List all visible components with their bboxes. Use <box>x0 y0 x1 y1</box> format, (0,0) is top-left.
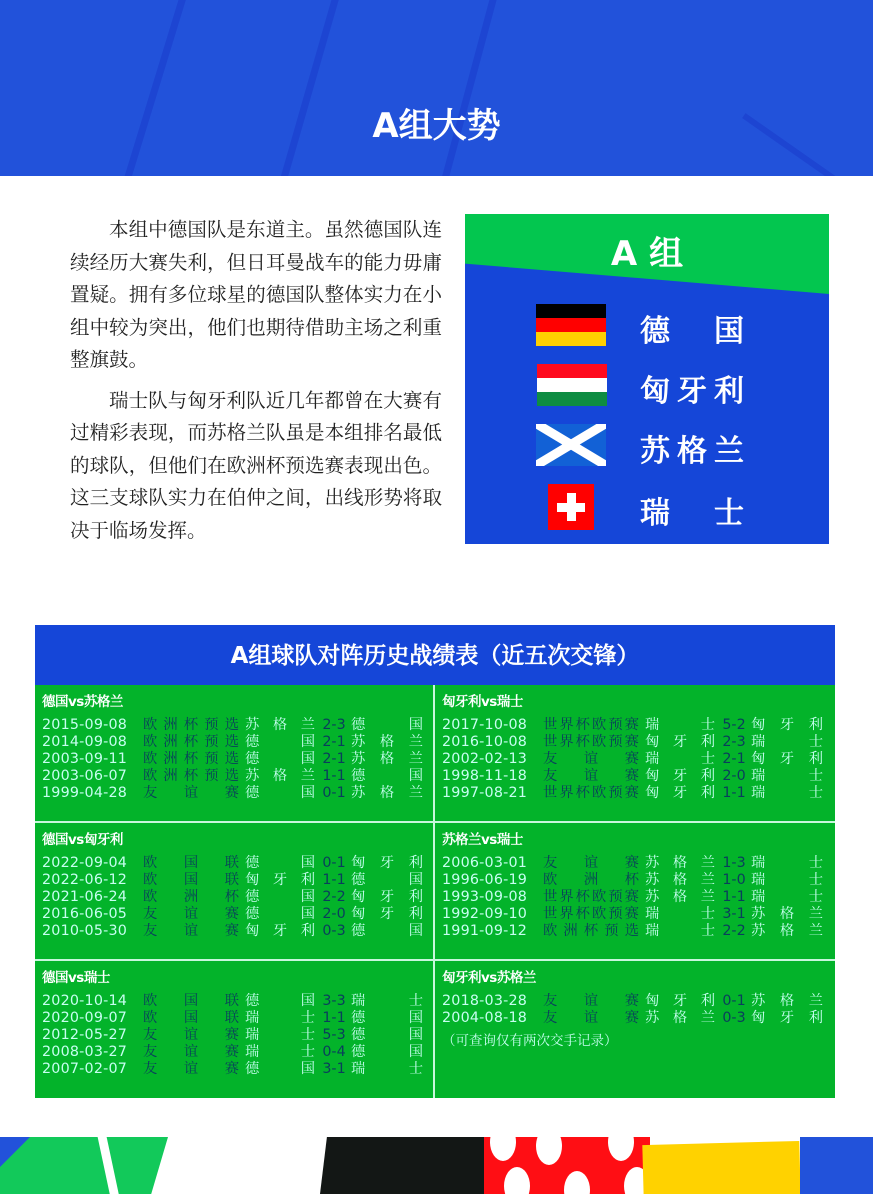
match-away-team: 瑞 士 <box>751 889 823 905</box>
match-score: 1-1 <box>322 768 346 784</box>
match-row <box>42 923 427 940</box>
match-date: 1992-09-10 <box>442 906 528 922</box>
matchup-title: 德国vs苏格兰 <box>42 694 123 710</box>
match-away-team: 德 国 <box>351 923 423 939</box>
scotland-flag-icon <box>536 424 606 466</box>
match-row <box>442 768 829 785</box>
decorative-stripe <box>107 0 190 176</box>
match-away-team: 瑞 士 <box>751 872 823 888</box>
match-competition: 世 界 杯 欧 预 赛 <box>543 906 639 922</box>
match-away-team: 瑞 士 <box>351 993 423 1009</box>
germany-flag-icon <box>536 304 606 346</box>
match-row <box>442 993 829 1010</box>
match-competition: 欧 洲 杯 预 选 <box>143 717 239 733</box>
history-table-title: A组球队对阵历史战绩表（近五次交锋） <box>35 625 835 685</box>
match-row <box>42 1061 427 1078</box>
match-competition: 友 谊 赛 <box>543 751 639 767</box>
matchup-section <box>435 961 835 1098</box>
match-home-team: 瑞 士 <box>645 717 715 733</box>
match-score: 1-1 <box>322 1010 346 1026</box>
match-home-team: 匈 牙 利 <box>645 993 715 1009</box>
match-home-team: 瑞 士 <box>245 1044 315 1060</box>
match-competition: 世 界 杯 欧 预 赛 <box>543 734 639 750</box>
match-away-team: 匈 牙 利 <box>751 717 823 733</box>
match-score: 1-1 <box>722 785 746 801</box>
matchup-section <box>35 961 433 1098</box>
match-score: 2-3 <box>722 734 746 750</box>
matchup-section <box>35 823 433 959</box>
match-home-team: 苏 格 兰 <box>645 872 715 888</box>
match-score: 3-3 <box>322 993 346 1009</box>
match-competition: 友 谊 赛 <box>143 1044 239 1060</box>
decorative-stripe <box>426 0 500 176</box>
match-away-team: 苏 格 兰 <box>751 923 823 939</box>
hungary-flag-icon <box>537 364 607 406</box>
match-date: 1999-04-28 <box>42 785 128 801</box>
match-home-team: 匈 牙 利 <box>245 872 315 888</box>
match-score: 0-3 <box>722 1010 746 1026</box>
match-away-team: 德 国 <box>351 1010 423 1026</box>
match-row <box>442 855 829 872</box>
match-date: 2010-05-30 <box>42 923 128 939</box>
match-date: 2006-03-01 <box>442 855 528 871</box>
match-date: 2002-02-13 <box>442 751 528 767</box>
match-home-team: 德 国 <box>245 906 315 922</box>
match-competition: 世 界 杯 欧 预 赛 <box>543 889 639 905</box>
match-away-team: 瑞 士 <box>751 734 823 750</box>
match-score: 0-1 <box>322 785 346 801</box>
match-away-team: 瑞 士 <box>751 785 823 801</box>
match-home-team: 匈 牙 利 <box>645 734 715 750</box>
history-table <box>35 625 835 1098</box>
match-row <box>42 1044 427 1061</box>
match-away-team: 德 国 <box>351 768 423 784</box>
match-home-team: 德 国 <box>245 993 315 1009</box>
match-away-team: 苏 格 兰 <box>351 734 423 750</box>
match-date: 2014-09-08 <box>42 734 128 750</box>
match-competition: 友 谊 赛 <box>543 768 639 784</box>
match-competition: 友 谊 赛 <box>543 993 639 1009</box>
history-grid <box>35 685 835 1098</box>
match-away-team: 苏 格 兰 <box>751 993 823 1009</box>
match-competition: 友 谊 赛 <box>143 1061 239 1077</box>
match-row <box>42 906 427 923</box>
match-home-team: 苏 格 兰 <box>645 855 715 871</box>
match-score: 2-2 <box>722 923 746 939</box>
team-name: 瑞 士 <box>640 496 744 531</box>
match-date: 1998-11-18 <box>442 768 528 784</box>
match-away-team: 匈 牙 利 <box>351 906 423 922</box>
match-date: 2016-10-08 <box>442 734 528 750</box>
team-row-switzerland <box>465 486 829 532</box>
match-date: 2021-06-24 <box>42 889 128 905</box>
matchup-title: 德国vs匈牙利 <box>42 832 123 848</box>
match-away-team: 苏 格 兰 <box>351 785 423 801</box>
match-home-team: 德 国 <box>245 751 315 767</box>
team-row-germany <box>465 304 829 350</box>
match-date: 1996-06-19 <box>442 872 528 888</box>
match-competition: 世 界 杯 欧 预 赛 <box>543 785 639 801</box>
match-row <box>442 785 829 802</box>
team-name: 苏 格 兰 <box>640 434 744 469</box>
match-date: 1997-08-21 <box>442 785 528 801</box>
match-home-team: 瑞 士 <box>645 923 715 939</box>
match-date: 2012-05-27 <box>42 1027 128 1043</box>
match-row <box>42 872 427 889</box>
match-row <box>42 855 427 872</box>
match-home-team: 德 国 <box>245 734 315 750</box>
match-away-team: 德 国 <box>351 1044 423 1060</box>
matchup-section <box>435 823 835 959</box>
match-competition: 友 谊 赛 <box>143 906 239 922</box>
match-competition: 欧 洲 杯 预 选 <box>143 768 239 784</box>
match-score: 2-1 <box>322 734 346 750</box>
match-row <box>42 785 427 802</box>
match-score: 2-0 <box>322 906 346 922</box>
matchup-section <box>435 685 835 821</box>
match-home-team: 德 国 <box>245 855 315 871</box>
match-away-team: 瑞 士 <box>351 1061 423 1077</box>
matchup-title: 德国vs瑞士 <box>42 970 110 986</box>
match-away-team: 德 国 <box>351 717 423 733</box>
match-home-team: 苏 格 兰 <box>645 889 715 905</box>
match-row <box>42 1010 427 1027</box>
match-row <box>42 717 427 734</box>
match-competition: 欧 洲 杯 预 选 <box>143 751 239 767</box>
match-competition: 友 谊 赛 <box>543 1010 639 1026</box>
match-home-team: 德 国 <box>245 785 315 801</box>
group-title: A 组 <box>610 234 684 274</box>
decorative-stripe <box>264 0 342 176</box>
match-score: 0-1 <box>722 993 746 1009</box>
match-away-team: 瑞 士 <box>751 768 823 784</box>
match-row <box>42 1027 427 1044</box>
match-date: 2015-09-08 <box>42 717 128 733</box>
match-row <box>442 1010 829 1027</box>
matchup-section <box>35 685 433 821</box>
match-score: 1-1 <box>722 889 746 905</box>
match-date: 1993-09-08 <box>442 889 528 905</box>
match-score: 1-1 <box>322 872 346 888</box>
match-competition: 欧 国 联 <box>143 1010 239 1026</box>
match-score: 2-3 <box>322 717 346 733</box>
match-score: 2-1 <box>722 751 746 767</box>
match-row <box>442 923 829 940</box>
match-home-team: 瑞 士 <box>645 906 715 922</box>
team-name: 德 国 <box>640 314 744 349</box>
match-row <box>442 717 829 734</box>
intro-paragraph: 本组中德国队是东道主。虽然德国队连续经历大赛失利，但日耳曼战车的能力毋庸置疑。拥有多位球星的德国队整体实力在小组中较为突出，他们也期待借助主场之利重整旗鼓。 <box>70 218 442 371</box>
team-row-scotland <box>465 424 829 470</box>
match-competition: 欧 洲 杯 <box>543 872 639 888</box>
matchup-title: 匈牙利vs瑞士 <box>442 694 523 710</box>
match-home-team: 匈 牙 利 <box>245 923 315 939</box>
match-competition: 友 谊 赛 <box>143 923 239 939</box>
match-row <box>42 751 427 768</box>
match-row <box>442 751 829 768</box>
decorative-shape <box>800 1137 873 1194</box>
match-row <box>442 872 829 889</box>
team-row-hungary <box>465 364 829 410</box>
match-home-team: 德 国 <box>245 1061 315 1077</box>
intro-text <box>70 214 442 555</box>
page-title: A组大势 <box>372 106 501 146</box>
match-score: 0-3 <box>322 923 346 939</box>
match-row <box>42 993 427 1010</box>
match-score: 2-0 <box>722 768 746 784</box>
match-competition: 欧 国 联 <box>143 855 239 871</box>
match-row <box>42 768 427 785</box>
match-date: 2017-10-08 <box>442 717 528 733</box>
match-date: 2003-09-11 <box>42 751 128 767</box>
match-home-team: 苏 格 兰 <box>645 1010 715 1026</box>
switzerland-flag-icon <box>548 484 594 530</box>
footer-decoration <box>0 1137 873 1194</box>
match-date: 2022-09-04 <box>42 855 128 871</box>
match-away-team: 瑞 士 <box>751 855 823 871</box>
match-home-team: 瑞 士 <box>245 1027 315 1043</box>
match-competition: 友 谊 赛 <box>143 1027 239 1043</box>
match-home-team: 苏 格 兰 <box>245 768 315 784</box>
match-away-team: 匈 牙 利 <box>351 855 423 871</box>
match-home-team: 瑞 士 <box>645 751 715 767</box>
match-home-team: 匈 牙 利 <box>645 785 715 801</box>
decorative-shape <box>0 1137 168 1194</box>
match-score: 1-3 <box>722 855 746 871</box>
match-score: 1-0 <box>722 872 746 888</box>
match-home-team: 德 国 <box>245 889 315 905</box>
matchup-title: 苏格兰vs瑞士 <box>442 832 523 848</box>
header-banner <box>0 0 873 176</box>
match-competition: 欧 洲 杯 <box>143 889 239 905</box>
match-competition: 欧 国 联 <box>143 993 239 1009</box>
match-competition: 友 谊 赛 <box>543 855 639 871</box>
match-away-team: 匈 牙 利 <box>351 889 423 905</box>
match-competition: 欧 国 联 <box>143 872 239 888</box>
match-score: 0-4 <box>322 1044 346 1060</box>
match-away-team: 苏 格 兰 <box>751 906 823 922</box>
match-score: 2-1 <box>322 751 346 767</box>
match-competition: 世 界 杯 欧 预 赛 <box>543 717 639 733</box>
match-score: 5-2 <box>722 717 746 733</box>
match-away-team: 匈 牙 利 <box>751 751 823 767</box>
match-row <box>42 734 427 751</box>
match-row <box>42 889 427 906</box>
match-date: 2016-06-05 <box>42 906 128 922</box>
team-name: 匈 牙 利 <box>640 374 744 409</box>
match-date: 2018-03-28 <box>442 993 528 1009</box>
match-date: 2008-03-27 <box>42 1044 128 1060</box>
group-card <box>465 214 829 544</box>
match-date: 2022-06-12 <box>42 872 128 888</box>
match-date: 2003-06-07 <box>42 768 128 784</box>
decorative-shape <box>642 1141 800 1194</box>
match-date: 2007-02-07 <box>42 1061 128 1077</box>
match-competition: 友 谊 赛 <box>143 785 239 801</box>
match-score: 3-1 <box>322 1061 346 1077</box>
intro-paragraph: 瑞士队与匈牙利队近几年都曾在大赛有过精彩表现，而苏格兰队虽是本组排名最低的球队，但他们在欧洲杯预选赛表现出色。这三支球队实力在伯仲之间，出线形势将取决于临场发挥。 <box>70 388 442 542</box>
match-home-team: 苏 格 兰 <box>245 717 315 733</box>
match-away-team: 苏 格 兰 <box>351 751 423 767</box>
match-date: 2020-09-07 <box>42 1010 128 1026</box>
match-date: 2004-08-18 <box>442 1010 528 1026</box>
match-score: 2-2 <box>322 889 346 905</box>
match-date: 1991-09-12 <box>442 923 528 939</box>
decorative-polka-shape <box>484 1137 650 1194</box>
match-score: 0-1 <box>322 855 346 871</box>
match-home-team: 匈 牙 利 <box>645 768 715 784</box>
match-row <box>442 734 829 751</box>
match-competition: 欧 洲 杯 预 选 <box>543 923 639 939</box>
matchup-note: （可查询仅有两次交手记录） <box>442 1033 618 1049</box>
match-row <box>442 906 829 923</box>
match-away-team: 匈 牙 利 <box>751 1010 823 1026</box>
match-competition: 欧 洲 杯 预 选 <box>143 734 239 750</box>
match-row <box>442 889 829 906</box>
match-home-team: 瑞 士 <box>245 1010 315 1026</box>
match-away-team: 德 国 <box>351 1027 423 1043</box>
match-score: 5-3 <box>322 1027 346 1043</box>
match-score: 3-1 <box>722 906 746 922</box>
matchup-title: 匈牙利vs苏格兰 <box>442 970 536 986</box>
match-away-team: 德 国 <box>351 872 423 888</box>
decorative-shape <box>320 1137 493 1194</box>
match-date: 2020-10-14 <box>42 993 128 1009</box>
